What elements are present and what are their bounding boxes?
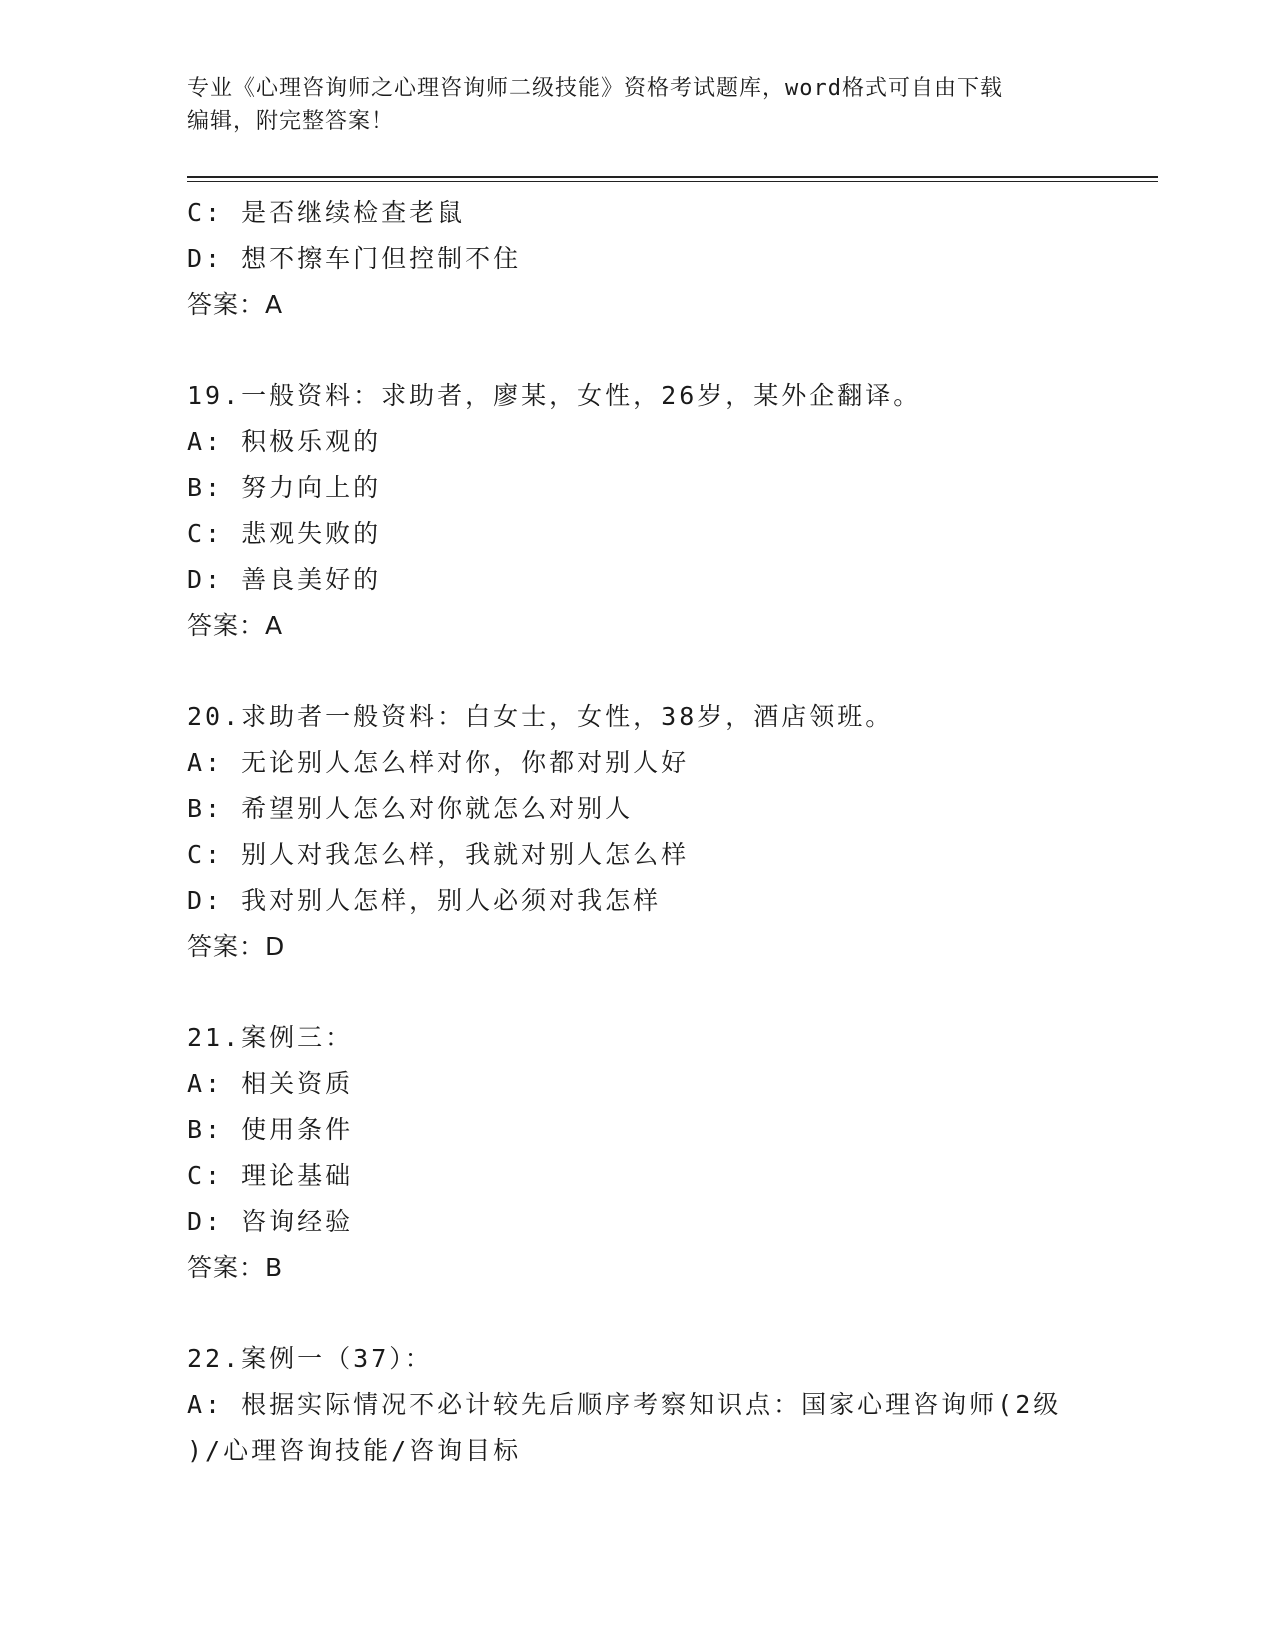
option-c: C: 悲观失败的 (187, 519, 382, 548)
question-stem: 22.案例一（37）： (187, 1344, 433, 1373)
option-c: C: 是否继续检查老鼠 (187, 198, 466, 227)
header-divider-thin (187, 181, 1158, 182)
question-block-21 (187, 1015, 1087, 1291)
option-d: D: 想不擦车门但控制不住 (187, 244, 522, 273)
option-a: A: 相关资质 (187, 1069, 354, 1098)
question-stem: 19.一般资料：求助者，廖某，女性，26岁，某外企翻译。 (187, 381, 922, 410)
option-a: A: 积极乐观的 (187, 427, 382, 456)
option-d: D: 我对别人怎样，别人必须对我怎样 (187, 886, 662, 915)
header-line-1: 专业《心理咨询师之心理咨询师二级技能》资格考试题库，word格式可自由下载 (187, 76, 1003, 101)
option-c: C: 理论基础 (187, 1161, 354, 1190)
option-d: D: 咨询经验 (187, 1207, 354, 1236)
option-b: B: 希望别人怎么对你就怎么对别人 (187, 794, 634, 823)
question-stem: 20.求助者一般资料：白女士，女性，38岁，酒店领班。 (187, 702, 894, 731)
question-block-20 (187, 694, 1087, 970)
answer-line: 答案：A (187, 290, 284, 319)
answer-line: 答案：A (187, 611, 284, 640)
question-block-22 (187, 1336, 1087, 1474)
question-block-19 (187, 373, 1087, 649)
document-body (187, 190, 1087, 1474)
header-divider-thick (187, 176, 1158, 178)
option-a-continued: )/心理咨询技能/咨询目标 (187, 1436, 522, 1465)
option-b: B: 使用条件 (187, 1115, 354, 1144)
option-a: A: 无论别人怎么样对你，你都对别人好 (187, 748, 690, 777)
option-b: B: 努力向上的 (187, 473, 382, 502)
page-header (187, 72, 1087, 138)
answer-line: 答案：D (187, 932, 286, 961)
header-line-2: 编辑，附完整答案！ (187, 109, 395, 134)
option-c: C: 别人对我怎么样，我就对别人怎么样 (187, 840, 690, 869)
answer-line: 答案：B (187, 1253, 284, 1282)
question-block-18 (187, 190, 1087, 328)
option-d: D: 善良美好的 (187, 565, 382, 594)
option-a: A: 根据实际情况不必计较先后顺序考察知识点：国家心理咨询师(2级 (187, 1390, 1062, 1419)
question-stem: 21.案例三： (187, 1023, 354, 1052)
